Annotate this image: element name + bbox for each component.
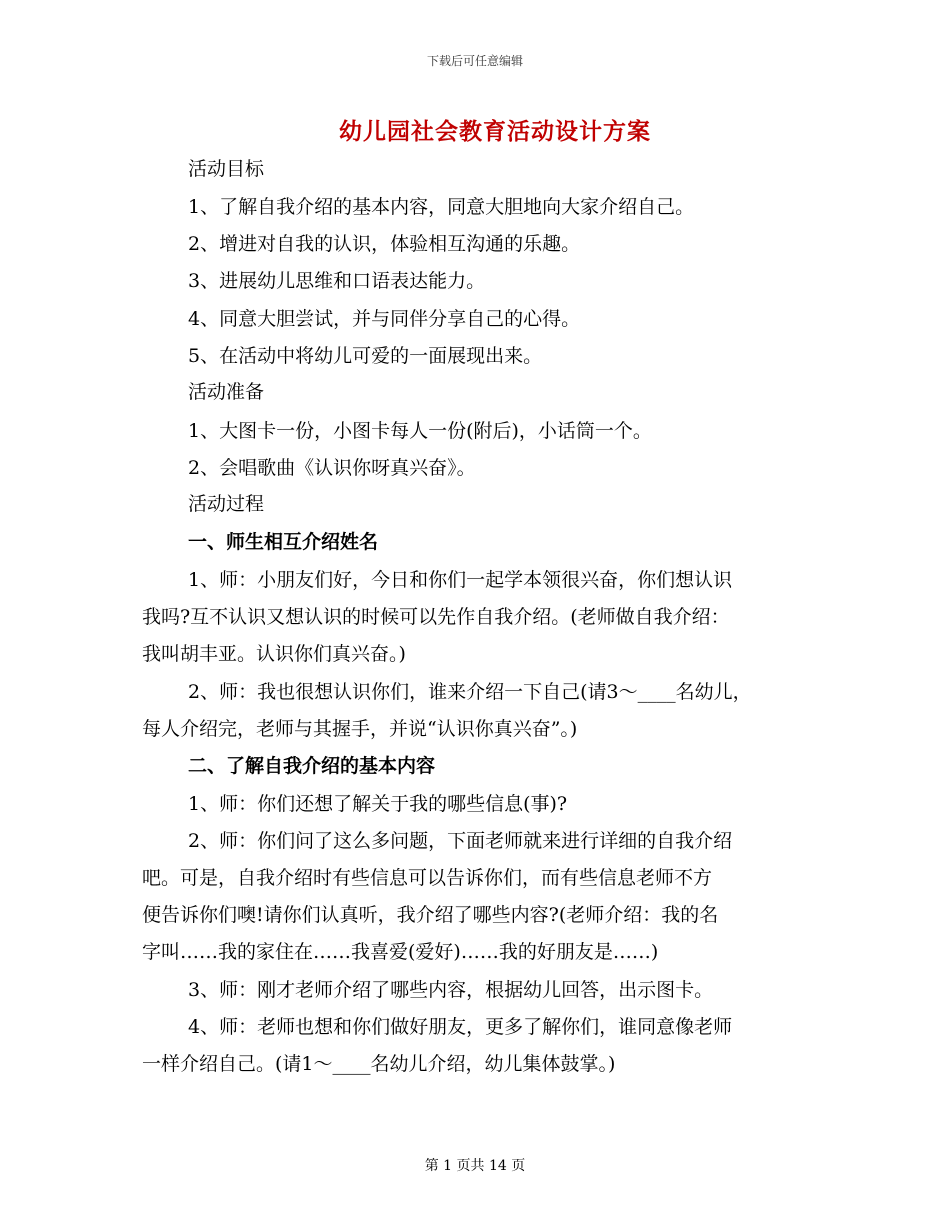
section-heading-goals: 活动目标 — [188, 158, 265, 180]
paragraph-line: 一样介绍自己。(请1～____名幼儿介绍，幼儿集体鼓掌。) — [142, 1053, 616, 1075]
paragraph-line: 便告诉你们噢!请你们认真听，我介绍了哪些内容?(老师介绍：我的名 — [142, 904, 719, 926]
document-title: 幼儿园社会教育活动设计方案 — [339, 118, 651, 145]
paragraph-line: 3、师：刚才老师介绍了哪些内容，根据幼儿回答，出示图卡。 — [188, 979, 714, 1001]
paragraph-line: 4、师：老师也想和你们做好朋友，更多了解你们，谁同意像老师 — [188, 1016, 733, 1038]
paragraph-line: 我吗?互不认识又想认识的时候可以先作自我介绍。(老师做自我介绍： — [142, 606, 730, 628]
paragraph-line: 每人介绍完，老师与其握手，并说“认识你真兴奋”。) — [142, 718, 578, 740]
paragraph-line: 1、师：小朋友们好，今日和你们一起学本领很兴奋，你们想认识 — [188, 569, 733, 591]
goal-item-5: 5、在活动中将幼儿可爱的一面展现出来。 — [188, 345, 543, 367]
goal-item-4: 4、同意大胆尝试，并与同伴分享自己的心得。 — [188, 308, 581, 330]
goal-item-3: 3、进展幼儿思维和口语表达能力。 — [188, 270, 486, 292]
page-header: 下载后可任意编辑 — [426, 54, 523, 68]
process-subheading-1: 一、师生相互介绍姓名 — [188, 531, 379, 553]
paragraph-line: 我叫胡丰亚。认识你们真兴奋。) — [142, 643, 406, 665]
paragraph-line: 2、师：我也很想认识你们，谁来介绍一下自己(请3～____名幼儿， — [188, 681, 752, 703]
section-heading-preparation: 活动准备 — [188, 381, 265, 403]
paragraph-line: 字叫……我的家住在……我喜爱(爱好)……我的好朋友是……) — [142, 941, 659, 963]
page-number: 第 1 页共 14 页 — [424, 1158, 526, 1174]
goal-item-2: 2、增进对自我的认识，体验相互沟通的乐趣。 — [188, 233, 581, 255]
paragraph-line: 1、师：你们还想了解关于我的哪些信息(事)? — [188, 793, 568, 815]
process-subheading-2: 二、了解自我介绍的基本内容 — [188, 755, 436, 777]
preparation-item-1: 1、大图卡一份，小图卡每人一份(附后)，小话筒一个。 — [188, 420, 652, 442]
goal-item-1: 1、了解自我介绍的基本内容，同意大胆地向大家介绍自己。 — [188, 196, 695, 218]
preparation-item-2: 2、会唱歌曲《认识你呀真兴奋》。 — [188, 457, 476, 479]
paragraph-line: 2、师：你们问了这么多问题，下面老师就来进行详细的自我介绍 — [188, 830, 733, 852]
paragraph-line: 吧。可是，自我介绍时有些信息可以告诉你们，而有些信息老师不方 — [142, 867, 713, 889]
section-heading-process: 活动过程 — [188, 493, 265, 515]
